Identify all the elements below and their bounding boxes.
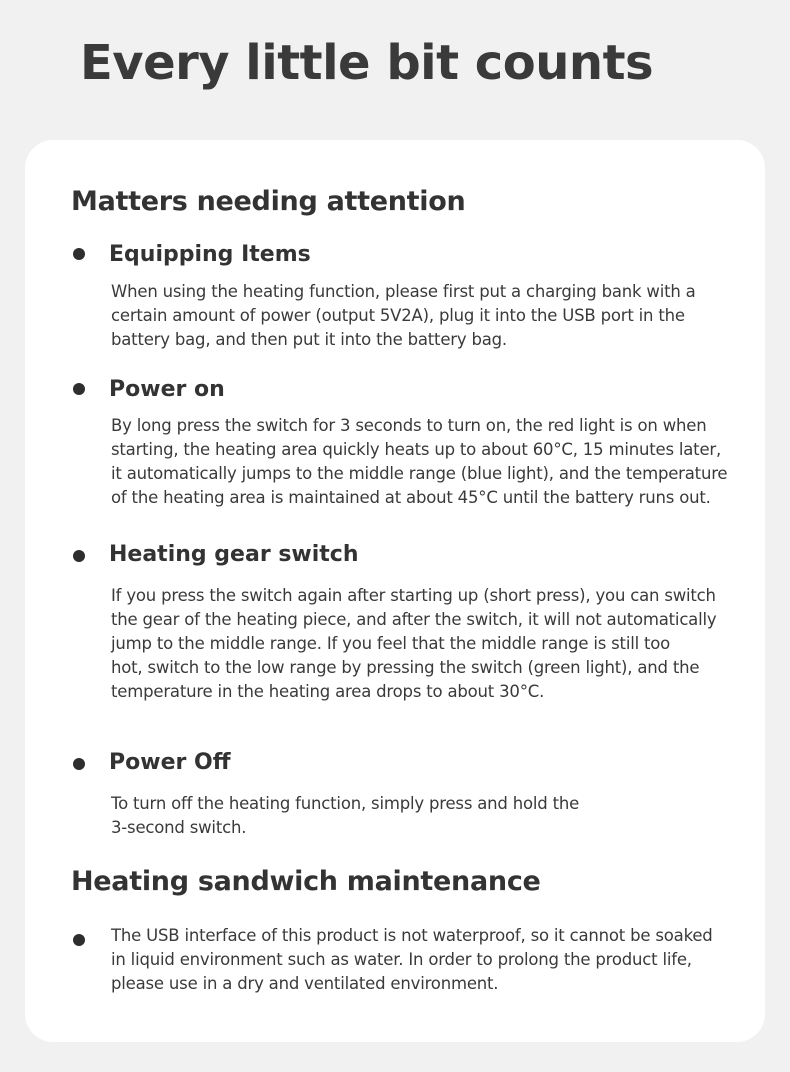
- bullet-icon: [73, 383, 85, 395]
- bullet-icon: [73, 934, 85, 946]
- item-heading-power-off: Power Off: [109, 750, 231, 775]
- section-heading-maintenance: Heating sandwich maintenance: [71, 866, 541, 897]
- body-line: of the heating area is maintained at about 45°C until the battery runs out.: [111, 488, 711, 507]
- item-body-power-on: [111, 414, 727, 510]
- body-line: starting, the heating area quickly heats up to about 60°C, 15 minutes later,: [111, 440, 722, 459]
- body-line: please use in a dry and ventilated environment.: [111, 974, 499, 993]
- item-heading-power-on: Power on: [109, 377, 225, 402]
- body-line: To turn off the heating function, simply press and hold the: [111, 794, 580, 813]
- item-body-gear-switch: [111, 584, 716, 704]
- body-line: 3-second switch.: [111, 818, 247, 837]
- body-line: certain amount of power (output 5V2A), plug it into the USB port in the: [111, 306, 685, 325]
- item-heading-gear-switch: Heating gear switch: [109, 542, 359, 567]
- section-heading-attention: Matters needing attention: [71, 186, 466, 217]
- item-body-maintenance: [111, 924, 713, 996]
- body-line: battery bag, and then put it into the battery bag.: [111, 330, 507, 349]
- body-line: hot, switch to the low range by pressing the switch (green light), and the: [111, 658, 700, 677]
- item-body-power-off: [111, 792, 579, 840]
- content-card: [25, 140, 765, 1042]
- bullet-icon: [73, 758, 85, 770]
- body-line: When using the heating function, please first put a charging bank with a: [111, 282, 696, 301]
- body-line: jump to the middle range. If you feel that the middle range is still too: [111, 634, 671, 653]
- body-line: the gear of the heating piece, and after the switch, it will not automatically: [111, 610, 717, 629]
- body-line: in liquid environment such as water. In order to prolong the product life,: [111, 950, 692, 969]
- body-line: The USB interface of this product is not waterproof, so it cannot be soaked: [111, 926, 713, 945]
- body-line: By long press the switch for 3 seconds to turn on, the red light is on when: [111, 416, 707, 435]
- bullet-icon: [73, 248, 85, 260]
- body-line: If you press the switch again after starting up (short press), you can switch: [111, 586, 716, 605]
- body-line: it automatically jumps to the middle range (blue light), and the temperature: [111, 464, 728, 483]
- item-body-equipping: [111, 280, 696, 352]
- item-heading-equipping: Equipping Items: [109, 242, 311, 267]
- body-line: temperature in the heating area drops to about 30°C.: [111, 682, 545, 701]
- page-title: Every little bit counts: [80, 35, 654, 91]
- bullet-icon: [73, 550, 85, 562]
